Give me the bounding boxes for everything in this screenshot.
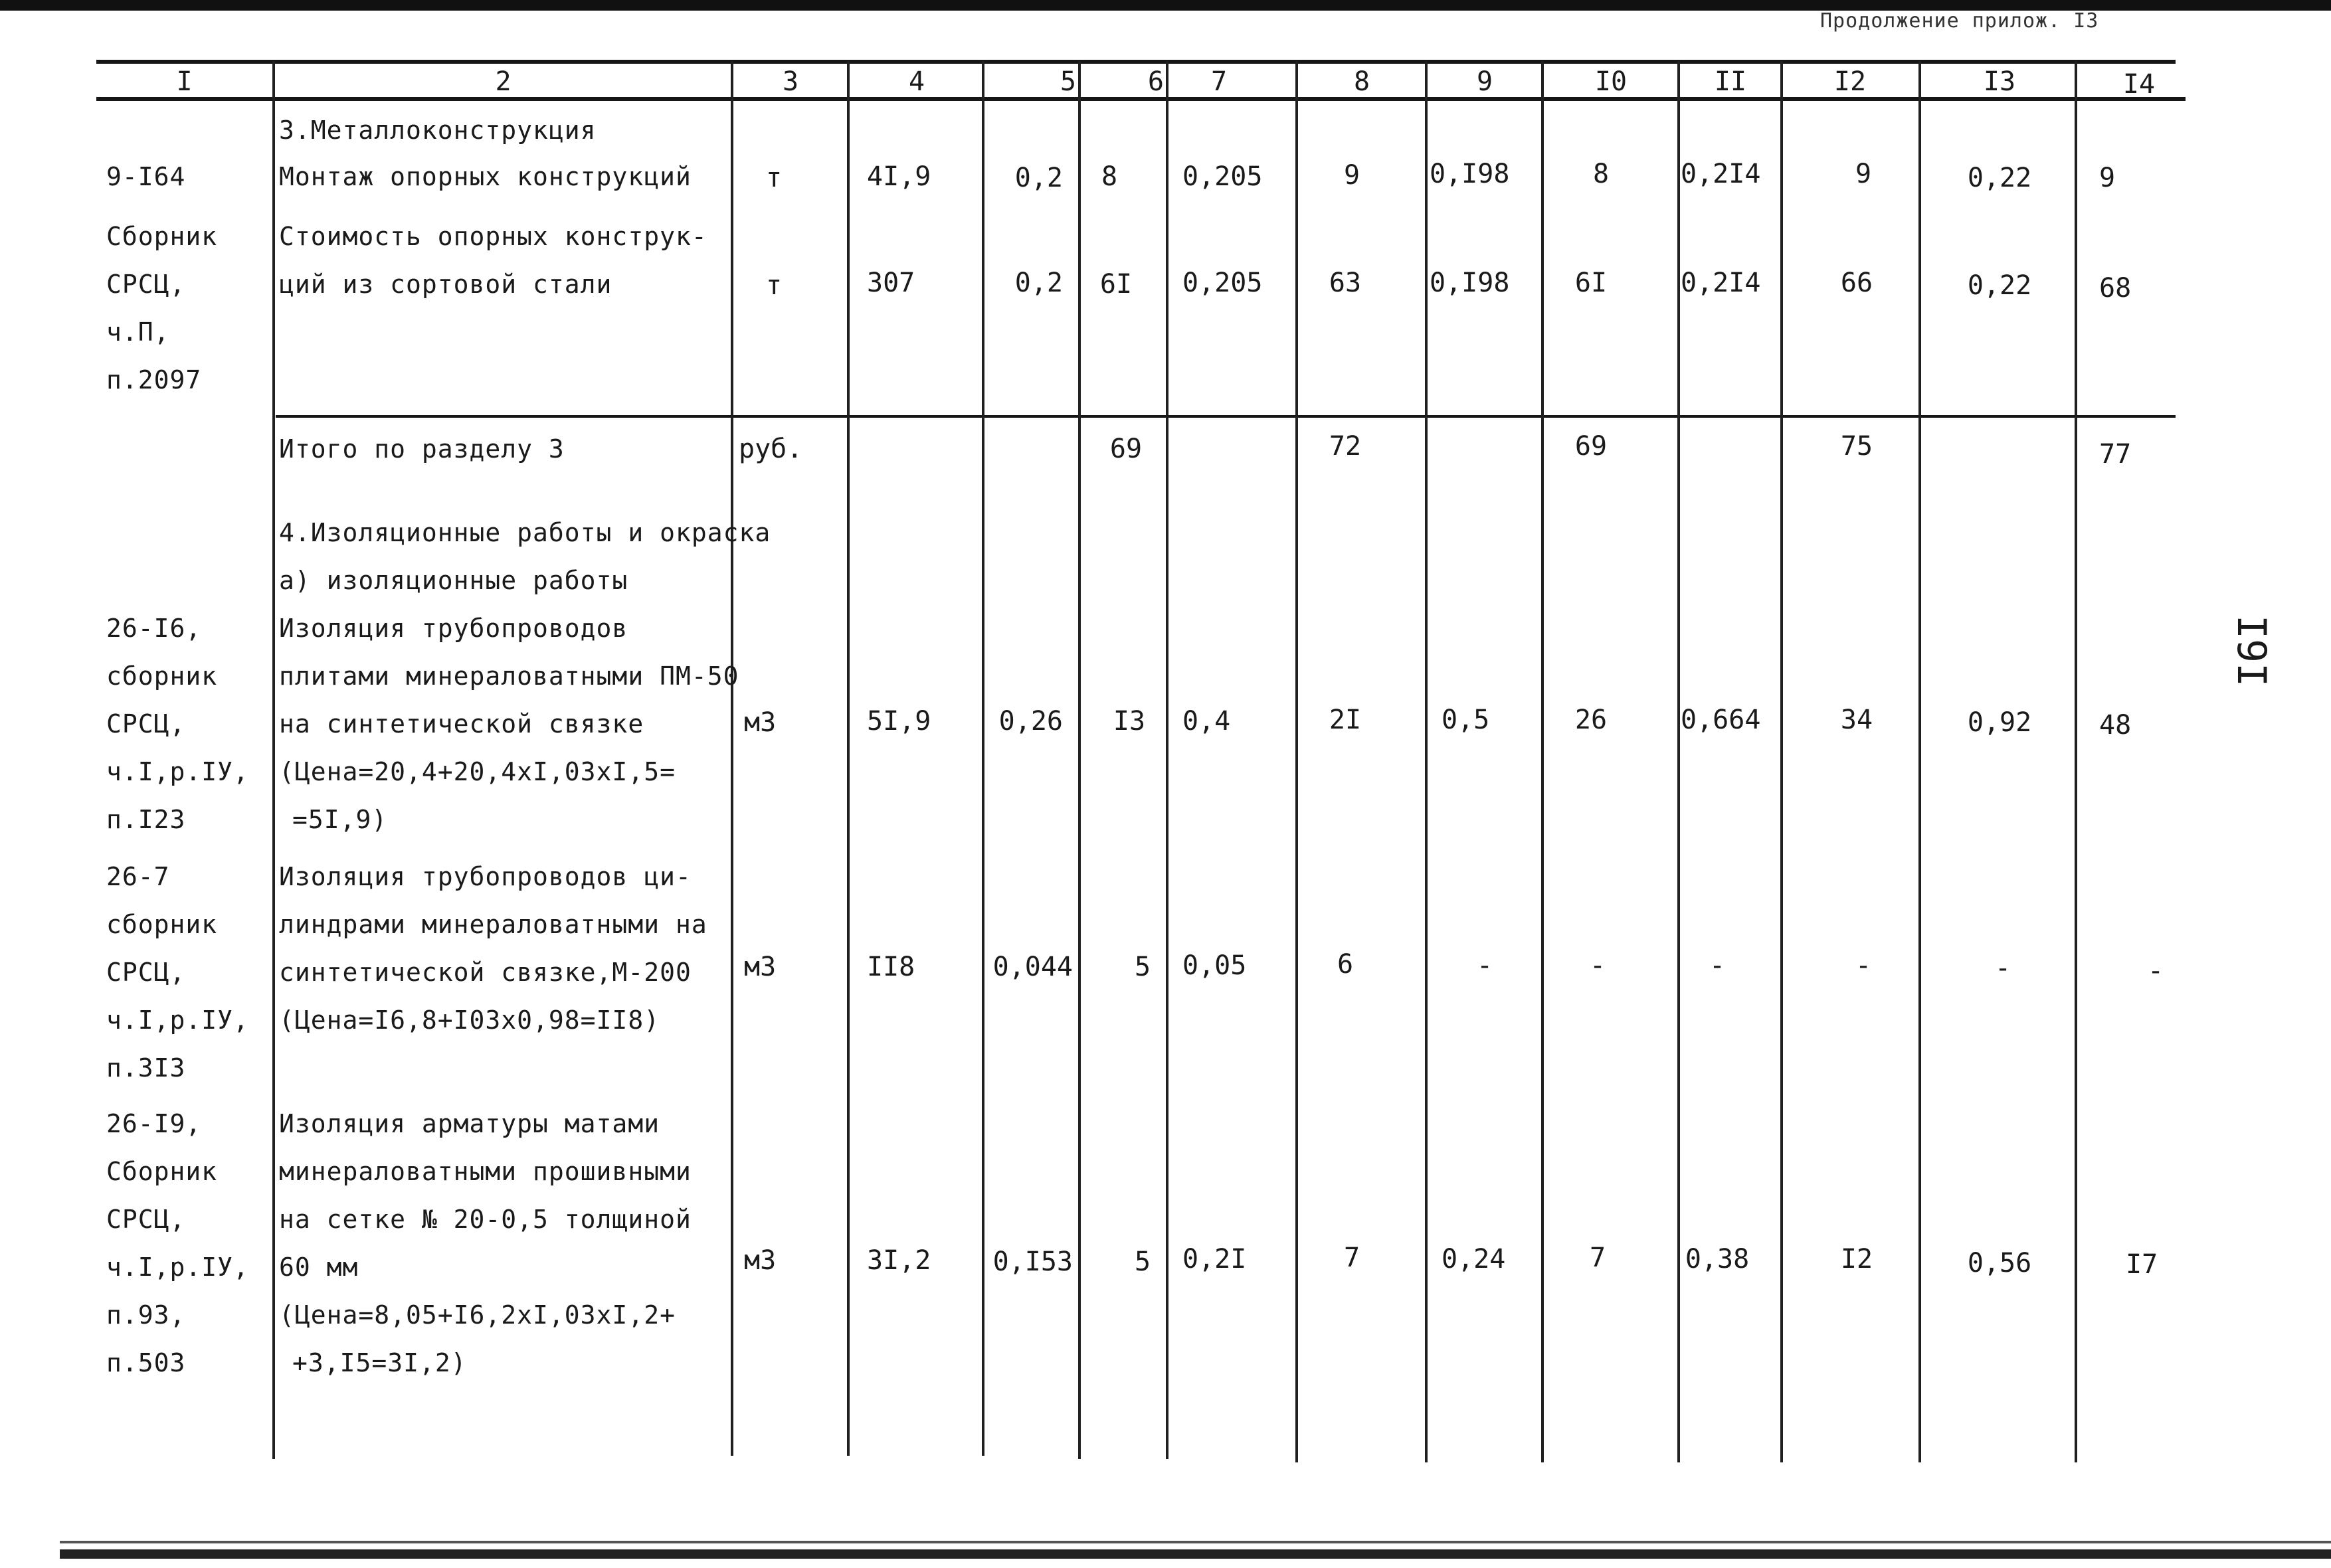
s3r2-c8: 63 bbox=[1329, 268, 1362, 298]
s4r1-c4: 5I,9 bbox=[867, 706, 931, 737]
col-header-9: 9 bbox=[1476, 66, 1493, 97]
s3r2-c6: 6I bbox=[1099, 269, 1133, 300]
col-divider-7 bbox=[1295, 61, 1298, 1462]
col-divider-8 bbox=[1425, 61, 1428, 1462]
s4r1-c10: 26 bbox=[1574, 705, 1608, 735]
s4r2-c4: II8 bbox=[867, 952, 915, 982]
s4r3-code-1: 26-I9, bbox=[106, 1109, 202, 1138]
s4r2-desc-4: (Цена=I6,8+I03х0,98=II8) bbox=[279, 1005, 660, 1035]
s4r1-c9: 0,5 bbox=[1442, 705, 1490, 735]
s3r2-c13: 0,22 bbox=[1967, 270, 2032, 301]
s3r2-code-4: п.2097 bbox=[106, 365, 202, 394]
s4r1-c5: 0,26 bbox=[998, 706, 1063, 737]
s4r2-code-5: п.3I3 bbox=[106, 1053, 186, 1083]
s3r1-code: 9-I64 bbox=[106, 162, 186, 191]
s4r1-desc-3: на синтетической связке bbox=[279, 709, 644, 739]
s4r2-c12: - bbox=[1855, 950, 1872, 981]
col-header-11: II bbox=[1714, 66, 1747, 97]
s3r2-c12: 66 bbox=[1840, 268, 1873, 298]
s4r1-code-5: п.I23 bbox=[106, 805, 186, 834]
s3r2-desc-2: ций из сортовой стали bbox=[279, 270, 612, 299]
s4r3-c8: 7 bbox=[1343, 1243, 1360, 1273]
s4r1-desc-4: (Цена=20,4+20,4хI,03хI,5= bbox=[279, 757, 676, 786]
s4r3-c10: 7 bbox=[1589, 1243, 1606, 1273]
s3r2-c7: 0,205 bbox=[1182, 268, 1263, 298]
col-divider-13 bbox=[2075, 61, 2077, 1462]
s3r2-desc-1: Стоимость опорных конструк- bbox=[279, 222, 707, 251]
s3r1-c8: 9 bbox=[1343, 160, 1360, 191]
col-header-13: I3 bbox=[1983, 66, 2016, 97]
s3r1-c10: 8 bbox=[1592, 159, 1610, 189]
col-header-10: I0 bbox=[1594, 66, 1628, 97]
section3-title: 3.Металлоконструкция bbox=[279, 116, 597, 145]
s4r2-c7: 0,05 bbox=[1182, 950, 1247, 981]
s4r3-code-4: ч.I,р.IУ, bbox=[106, 1253, 249, 1282]
totals-unit: руб. bbox=[739, 434, 803, 464]
s4r1-c13: 0,92 bbox=[1967, 707, 2032, 738]
col-header-1: I bbox=[176, 66, 193, 97]
s4r1-c11: 0,664 bbox=[1681, 705, 1761, 735]
s3r1-c13: 0,22 bbox=[1967, 163, 2032, 193]
totals-c12: 75 bbox=[1840, 431, 1873, 462]
page-number: I9I bbox=[2228, 614, 2275, 687]
s4r3-c14: I7 bbox=[2126, 1249, 2158, 1280]
continuation-note: Продолжение прилож. I3 bbox=[1820, 9, 2099, 33]
totals-c10: 69 bbox=[1574, 431, 1608, 462]
s3r2-code-1: Сборник bbox=[106, 222, 218, 251]
s4r3-unit: м3 bbox=[744, 1245, 777, 1276]
s4r2-desc-2: линдрами минераловатными на bbox=[279, 910, 707, 939]
col-divider-12 bbox=[1918, 61, 1921, 1462]
section4-subtitle: а) изоляционные работы bbox=[279, 566, 628, 595]
s4r1-code-3: СРСЦ, bbox=[106, 709, 186, 739]
totals-c6: 69 bbox=[1109, 434, 1143, 464]
s4r3-code-3: СРСЦ, bbox=[106, 1205, 186, 1234]
col-divider-10 bbox=[1677, 61, 1680, 1462]
s4r2-c6: 5 bbox=[1134, 952, 1151, 982]
s4r2-code-3: СРСЦ, bbox=[106, 958, 186, 987]
col-header-8: 8 bbox=[1353, 66, 1370, 97]
col-divider-5 bbox=[1078, 61, 1081, 1459]
col-header-3: 3 bbox=[782, 66, 799, 97]
section4-title: 4.Изоляционные работы и окраска bbox=[279, 518, 771, 547]
s4r2-c5: 0,044 bbox=[992, 952, 1073, 982]
s4r1-desc-5: =5I,9) bbox=[292, 805, 388, 834]
s4r2-unit: м3 bbox=[744, 952, 777, 982]
s4r1-desc-1: Изоляция трубопроводов bbox=[279, 614, 628, 643]
s4r1-code-1: 26-I6, bbox=[106, 614, 202, 643]
s4r1-c12: 34 bbox=[1840, 705, 1873, 735]
section3-bottom-rule bbox=[276, 415, 2176, 418]
s4r2-c9: - bbox=[1476, 950, 1493, 981]
s4r3-c11: 0,38 bbox=[1685, 1244, 1750, 1274]
s3r1-c5: 0,2 bbox=[1014, 163, 1063, 193]
s4r3-code-6: п.503 bbox=[106, 1348, 186, 1377]
s3r2-c9: 0,I98 bbox=[1430, 268, 1510, 298]
bottom-scan-edge bbox=[60, 1549, 2331, 1559]
s4r3-c5: 0,I53 bbox=[992, 1247, 1073, 1277]
s4r2-desc-1: Изоляция трубопроводов ци- bbox=[279, 862, 692, 891]
s4r3-desc-3: на сетке № 20-0,5 толщиной bbox=[279, 1205, 692, 1234]
s3r2-c11: 0,2I4 bbox=[1681, 268, 1761, 298]
totals-c8: 72 bbox=[1329, 431, 1362, 462]
s4r3-desc-6: +3,I5=3I,2) bbox=[292, 1348, 467, 1377]
s3r1-c12: 9 bbox=[1855, 159, 1872, 189]
s4r2-c8: 6 bbox=[1337, 949, 1354, 980]
s4r3-desc-5: (Цена=8,05+I6,2хI,03хI,2+ bbox=[279, 1300, 676, 1330]
s4r3-code-2: Сборник bbox=[106, 1157, 218, 1186]
s4r2-code-1: 26-7 bbox=[106, 862, 170, 891]
col-divider-9 bbox=[1541, 61, 1544, 1462]
col-divider-11 bbox=[1780, 61, 1783, 1462]
col-header-7: 7 bbox=[1210, 66, 1228, 97]
s3r1-c6: 8 bbox=[1101, 161, 1118, 192]
s4r3-c7: 0,2I bbox=[1182, 1244, 1247, 1274]
s3r2-c4: 307 bbox=[867, 268, 915, 298]
s4r3-desc-4: 60 мм bbox=[279, 1253, 359, 1282]
s3r2-c10: 6I bbox=[1574, 268, 1608, 298]
s3r1-c9: 0,I98 bbox=[1430, 159, 1510, 189]
s4r3-desc-2: минераловатными прошивными bbox=[279, 1157, 692, 1186]
col-header-4: 4 bbox=[908, 66, 925, 97]
totals-desc: Итого по разделу 3 bbox=[279, 434, 565, 464]
s4r1-code-4: ч.I,р.IУ, bbox=[106, 757, 249, 786]
s4r1-desc-2: плитами минераловатными ПМ-50 bbox=[279, 661, 739, 691]
s4r3-code-5: п.93, bbox=[106, 1300, 186, 1330]
bottom-scan-edge-2 bbox=[60, 1541, 2331, 1543]
s4r1-c14: 48 bbox=[2099, 710, 2132, 740]
s4r3-desc-1: Изоляция арматуры матами bbox=[279, 1109, 660, 1138]
s3r2-code-2: СРСЦ, bbox=[106, 270, 186, 299]
s3r1-unit: т bbox=[765, 163, 783, 193]
s3r1-c4: 4I,9 bbox=[867, 161, 931, 192]
col-divider-2 bbox=[731, 61, 733, 1456]
s3r1-desc: Монтаж опорных конструкций bbox=[279, 162, 692, 191]
s4r2-desc-3: синтетической связке,М-200 bbox=[279, 958, 692, 987]
s3r1-c11: 0,2I4 bbox=[1681, 159, 1761, 189]
s3r2-code-3: ч.П, bbox=[106, 317, 170, 347]
col-header-12: I2 bbox=[1833, 66, 1867, 97]
col-header-14: I4 bbox=[2122, 69, 2156, 100]
totals-c14: 77 bbox=[2099, 439, 2132, 470]
col-divider-1 bbox=[272, 61, 275, 1459]
s3r1-c14: 9 bbox=[2099, 163, 2116, 193]
s3r2-c5: 0,2 bbox=[1014, 268, 1063, 298]
s4r1-code-2: сборник bbox=[106, 661, 218, 691]
s4r3-c12: I2 bbox=[1840, 1244, 1873, 1274]
s4r2-code-4: ч.I,р.IУ, bbox=[106, 1005, 249, 1035]
s4r1-unit: м3 bbox=[744, 707, 777, 738]
col-header-2: 2 bbox=[495, 66, 512, 97]
s4r1-c7: 0,4 bbox=[1182, 706, 1231, 737]
s4r1-c8: 2I bbox=[1329, 705, 1362, 735]
s4r2-c11: - bbox=[1709, 950, 1726, 981]
col-header-5: 5 bbox=[1060, 66, 1076, 97]
s4r1-c6: I3 bbox=[1113, 706, 1146, 737]
s3r1-c7: 0,205 bbox=[1182, 161, 1263, 192]
col-divider-3 bbox=[847, 61, 850, 1456]
s4r2-c13: - bbox=[1994, 953, 2011, 984]
s4r2-c10: - bbox=[1589, 950, 1606, 981]
s4r3-c13: 0,56 bbox=[1967, 1248, 2032, 1278]
s4r3-c4: 3I,2 bbox=[867, 1245, 931, 1276]
s3r2-unit: т bbox=[765, 270, 783, 301]
col-header-6: 6 bbox=[1147, 66, 1164, 97]
s4r3-c6: 5 bbox=[1134, 1247, 1151, 1277]
s3r2-c14: 68 bbox=[2099, 273, 2132, 304]
s4r3-c9: 0,24 bbox=[1442, 1244, 1506, 1274]
s4r2-c14: - bbox=[2147, 956, 2164, 986]
s4r2-code-2: сборник bbox=[106, 910, 218, 939]
